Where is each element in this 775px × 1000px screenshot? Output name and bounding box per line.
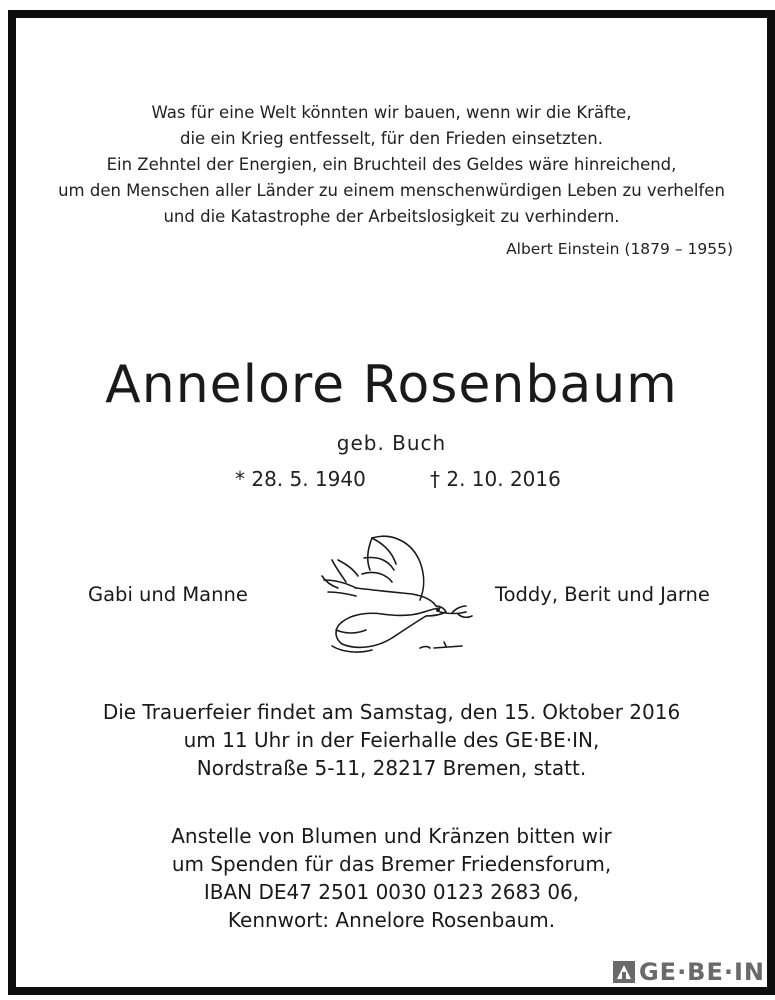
quote-line: um den Menschen aller Länder zu einem menschenwürdigen Leben zu verhelfen [58, 181, 725, 200]
obituary-frame [8, 10, 775, 995]
donation-line: um Spenden für das Bremer Friedensforum, [171, 852, 612, 876]
donation-line: IBAN DE47 2501 0030 0123 2683 06, [203, 880, 580, 904]
ceremony-line: um 11 Uhr in der Feierhalle des GE·BE·IN, [183, 728, 600, 752]
ceremony-line: Nordstraße 5-11, 28217 Bremen, statt. [196, 756, 587, 780]
mourners-left: Gabi und Manne [88, 583, 248, 606]
deceased-name: Annelore Rosenbaum [105, 355, 678, 415]
quote-line: die ein Krieg entfesselt, für den Frieden einsetzten. [179, 129, 604, 148]
quote-line: und die Katastrophe der Arbeitslosigkeit zu verhindern. [163, 207, 620, 226]
mourners-right: Toddy, Berit und Jarne [495, 583, 710, 606]
quote-author: Albert Einstein (1879 – 1955) [506, 240, 733, 258]
quote-line: Ein Zehntel der Energien, ein Bruchteil des Geldes wäre hinreichend, [106, 155, 677, 174]
donation-notice [16, 822, 767, 934]
death-date: † 2. 10. 2016 [430, 467, 561, 491]
quote-line: Was für eine Welt könnten wir bauen, wenn wir die Kräfte, [151, 103, 632, 122]
donation-line: Anstelle von Blumen und Kränzen bitten wir [171, 824, 612, 848]
maiden-name: geb. Buch [336, 431, 447, 455]
gebein-logo [613, 958, 765, 985]
ceremony-notice [16, 698, 767, 782]
donation-line: Kennwort: Annelore Rosenbaum. [227, 908, 556, 932]
ceremony-line: Die Trauerfeier findet am Samstag, den 15. Oktober 2016 [102, 700, 681, 724]
birth-date: * 28. 5. 1940 [235, 467, 366, 491]
gebein-logo-icon [613, 961, 635, 983]
gebein-logo-text: GE·BE·IN [638, 957, 765, 986]
peace-dove-icon [312, 530, 482, 662]
einstein-quote [16, 100, 767, 230]
